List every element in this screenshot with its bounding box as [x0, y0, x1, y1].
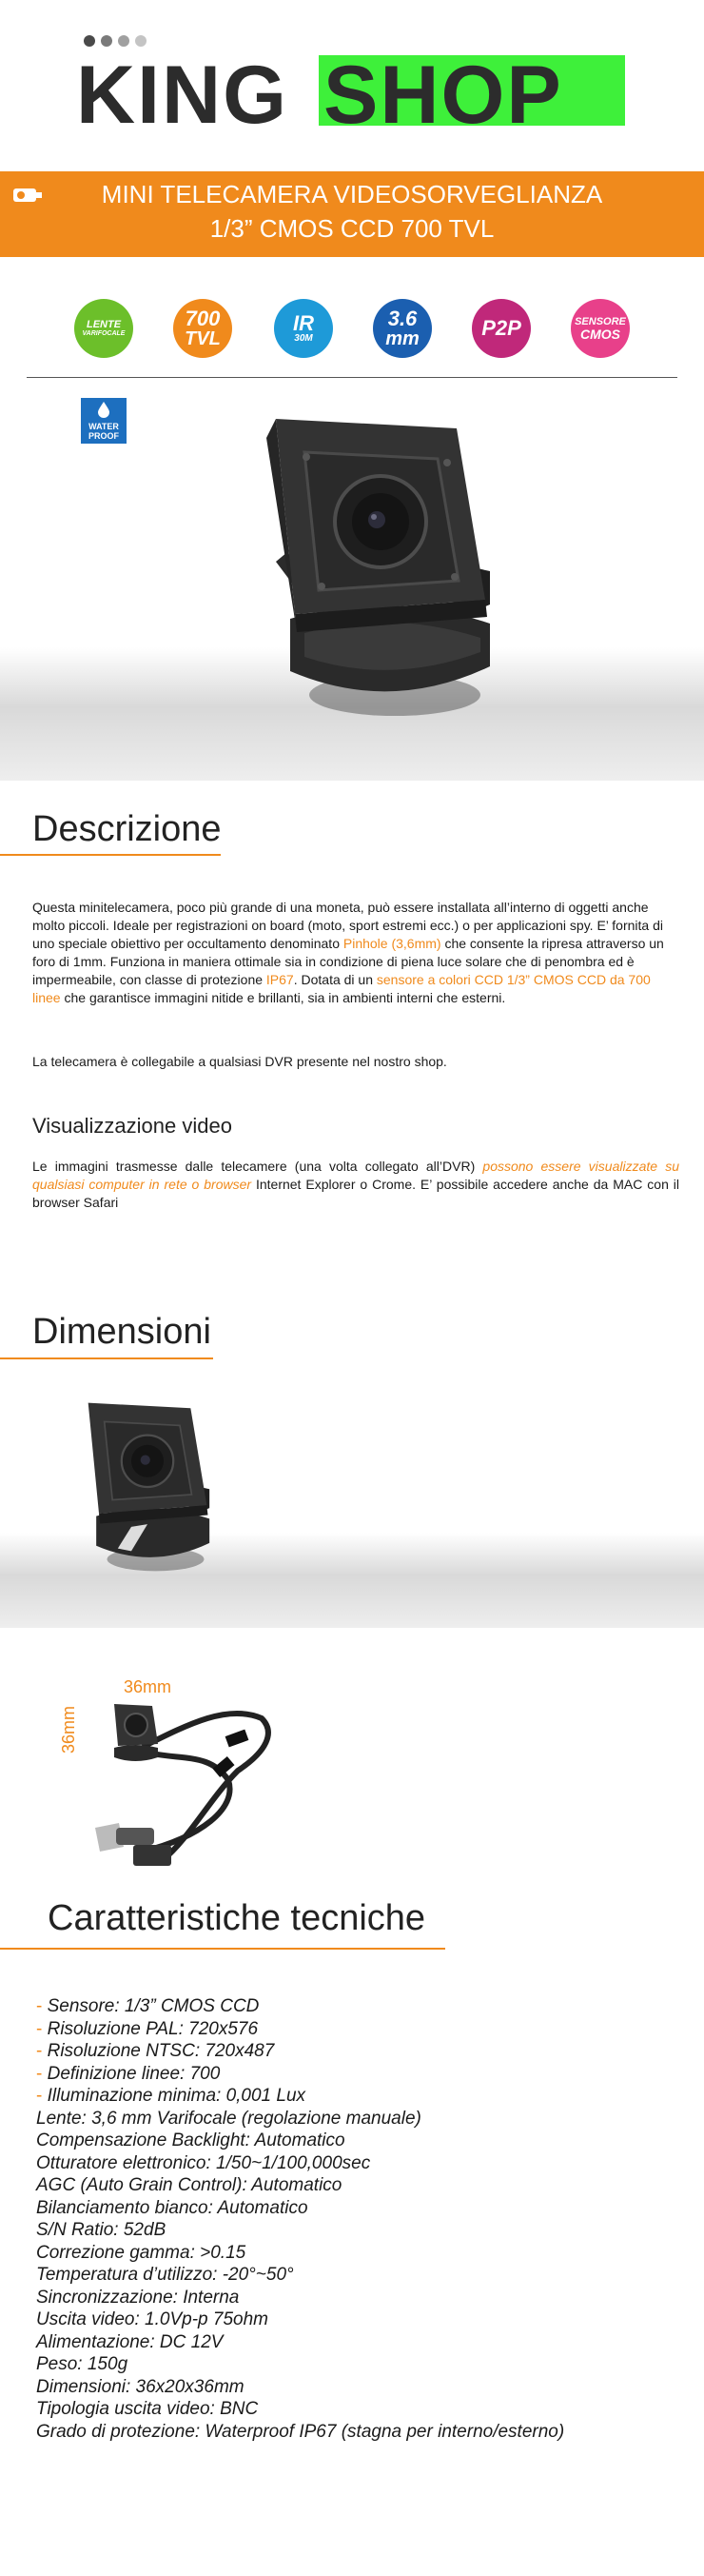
spec-text: Sensore: 1/3” CMOS CCD: [47, 1996, 260, 2016]
feature-badge-line-1: SENSORE: [575, 315, 626, 327]
feature-badge: [74, 299, 133, 358]
spec-item: Correzione gamma: >0.15: [36, 2242, 246, 2263]
video-heading: Visualizzazione video: [32, 1114, 232, 1138]
highlight-pinhole: Pinhole (3,6mm): [342, 936, 441, 951]
spec-item: Lente: 3,6 mm Varifocale (regolazione manuale): [36, 2108, 421, 2129]
feature-badge-line-1: IR: [293, 311, 314, 335]
feature-badge-line-2: CMOS: [580, 326, 620, 342]
spec-item: Sincronizzazione: Interna: [36, 2287, 240, 2308]
highlight-ip67: IP67: [265, 972, 294, 987]
text-span: Le immagini trasmesse dalle telecamere (una volta collegato all’DVR): [32, 1159, 483, 1174]
feature-badge: [274, 299, 333, 358]
spec-item: Alimentazione: DC 12V: [36, 2331, 224, 2352]
spec-item: Grado di protezione: Waterproof IP67 (stagna per interno/esterno): [36, 2421, 565, 2442]
logo-dot: [84, 35, 95, 47]
spec-text: Risoluzione NTSC: 720x487: [47, 2041, 275, 2061]
caratteristiche-heading: Caratteristiche tecniche: [48, 1898, 426, 1938]
feature-badge-line-1: LENTE: [86, 319, 122, 330]
spec-item: [36, 1995, 564, 2018]
spec-item: Tipologia uscita video: BNC: [36, 2399, 259, 2419]
water-drop-icon: [81, 401, 127, 418]
feature-badge: [472, 299, 531, 358]
logo-king: KING: [76, 50, 288, 141]
logo-dot: [101, 35, 112, 47]
banner-line-2: 1/3” CMOS CCD 700 TVL: [209, 214, 495, 243]
spec-dash: -: [36, 2018, 48, 2039]
caratteristiche-underline: [0, 1948, 445, 1950]
spec-item: Uscita video: 1.0Vp-p 75ohm: [36, 2309, 268, 2329]
spec-item: AGC (Auto Grain Control): Automatico: [36, 2175, 342, 2195]
spec-text: Risoluzione PAL: 720x576: [47, 2018, 259, 2039]
waterproof-line-1: WATER: [88, 422, 119, 431]
video-paragraph: [32, 1158, 679, 1212]
logo-dot: [118, 35, 129, 47]
feature-badge-line-1: 700: [185, 307, 221, 330]
logo-shop: SHOP: [323, 50, 563, 141]
camera-product-image: [238, 400, 523, 728]
highlight-sensor: sensore a colori CCD 1/3” CMOS CCD da 700 linee: [32, 972, 651, 1005]
text-span: Internet Explorer o Crome. E’ possibile accedere anche da MAC con il browser Safari: [32, 1177, 679, 1210]
spec-item: [36, 2063, 564, 2086]
dimensioni-underline: [0, 1357, 213, 1359]
dimensioni-heading: Dimensioni: [32, 1312, 211, 1352]
spec-item: Temperatura d’utilizzo: -20°~50°: [36, 2265, 294, 2285]
spec-list: [36, 1995, 564, 2443]
feature-badge-line-2: mm: [385, 328, 420, 349]
spec-item: [36, 2040, 564, 2063]
descrizione-underline: [0, 854, 221, 856]
feature-badge-line-2: VARIFOCALE: [82, 330, 126, 337]
spec-dash: -: [36, 2041, 48, 2061]
spec-item: Dimensioni: 36x20x36mm: [36, 2376, 244, 2397]
spec-item: [36, 2085, 564, 2108]
spec-item: Otturatore elettronico: 1/50~1/100,000sec: [36, 2152, 371, 2173]
divider: [27, 377, 677, 378]
spec-item: Peso: 150g: [36, 2354, 128, 2374]
feature-badge: [173, 299, 232, 358]
waterproof-line-2: PROOF: [88, 431, 119, 441]
descrizione-paragraph-2: La telecamera è collegabile a qualsiasi DVR presente nel nostro shop.: [32, 1054, 447, 1069]
spec-item: Bilanciamento bianco: Automatico: [36, 2197, 308, 2218]
highlight-browser: possono essere visualizzate su qualsiasi computer in rete o browser: [32, 1159, 679, 1192]
logo-dot: [135, 35, 147, 47]
feature-badge: [571, 299, 630, 358]
spec-text: Illuminazione minima: 0,001 Lux: [47, 2086, 306, 2106]
text-span: che consente la ripresa attraverso un foro di 1mm. Funziona in maniera ottimale sia in condizione di piena luce solare che di penombra ed è impermeabile, con classe di protezione: [32, 936, 664, 987]
text-span: Questa minitelecamera, poco più grande di una moneta, può essere installata all’interno di oggetti anche molto piccoli. Ideale per registrazioni on board (moto, sport estremi ecc.) o per applicazioni spy. E’ fornita di uno speciale obiettivo per occultamento denominato: [32, 900, 663, 951]
descrizione-paragraph: [32, 899, 679, 1007]
width-label: 36mm: [124, 1677, 172, 1696]
banner-title: [0, 177, 704, 246]
descrizione-heading: Descrizione: [32, 809, 222, 849]
text-span: che garantisce immagini nitide e brillanti, sia in ambienti interni che esterni.: [60, 990, 506, 1005]
dimension-diagram-image: [76, 1694, 285, 1885]
camera-product-image-2: [67, 1380, 228, 1590]
spec-item: [36, 2018, 564, 2041]
spec-item: Compensazione Backlight: Automatico: [36, 2130, 345, 2150]
text-span: . Dotata di un: [293, 972, 377, 987]
waterproof-badge: [81, 398, 127, 444]
feature-badge-line-1: 3.6: [387, 307, 418, 330]
spec-dash: -: [36, 1996, 48, 2016]
feature-badge: [373, 299, 432, 358]
spec-item: S/N Ratio: 52dB: [36, 2220, 166, 2240]
height-label: 36mm: [59, 1705, 78, 1754]
spec-dash: -: [36, 2063, 48, 2084]
feature-badge-line-1: P2P: [481, 316, 521, 340]
feature-badge-line-2: 30M: [294, 333, 313, 344]
spec-dash: -: [36, 2086, 48, 2106]
spec-text: Definizione linee: 700: [47, 2063, 221, 2084]
feature-badge-line-2: TVL: [185, 328, 221, 349]
banner-line-1: MINI TELECAMERA VIDEOSORVEGLIANZA: [101, 180, 603, 208]
